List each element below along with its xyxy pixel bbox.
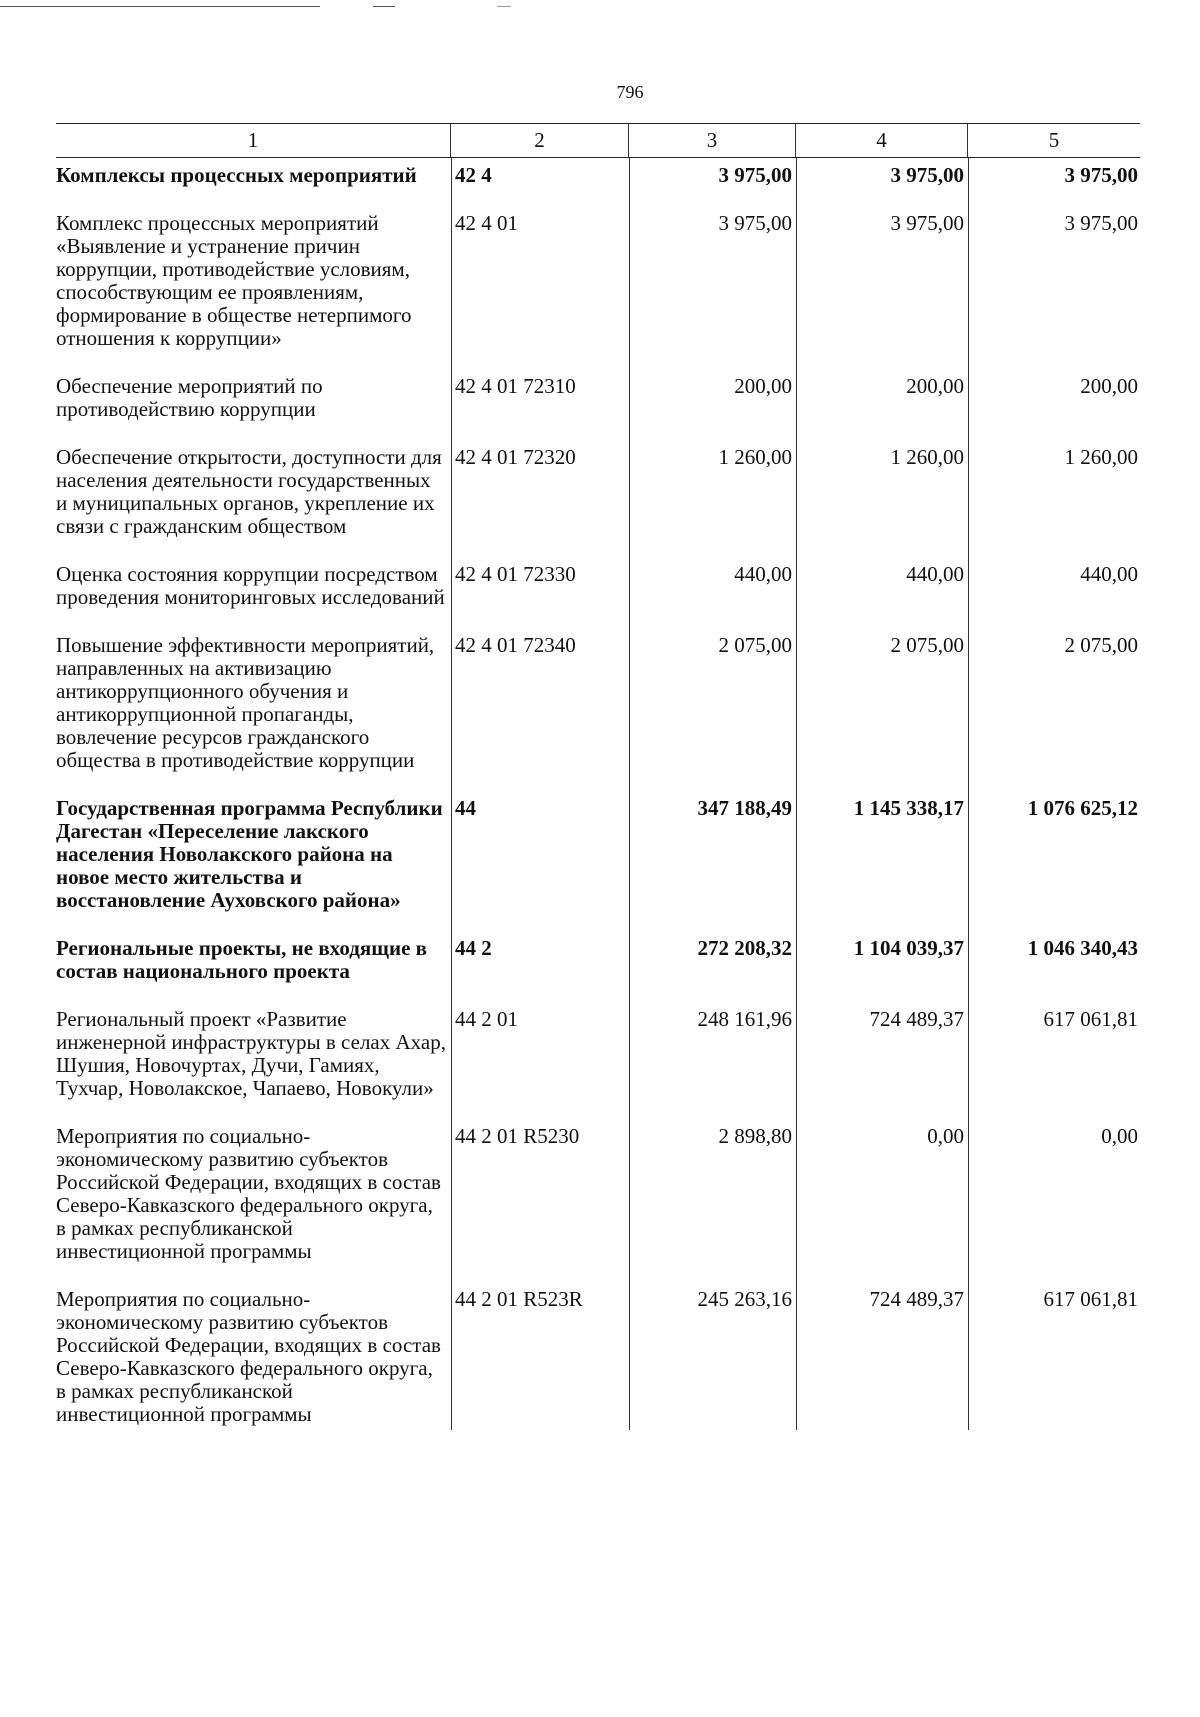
row-code-cell: 42 4 01 (451, 206, 629, 369)
row-code-cell: 44 2 01 R5230 (451, 1119, 629, 1282)
top-rule-left (0, 6, 320, 7)
row-name-cell: Региональный проект «Развитие инженерной инфраструктуры в селах Ахар, Шушия, Новочуртах, Дучи, Гамиях, Тухчар, Новолакское, Чапаево, Новокули» (56, 1007, 446, 1100)
row-name-cell: Мероприятия по социально-экономическому развитию субъектов Российской Федерации, входящих в состав Северо-Кавказского федерального округа, в рамках республиканской инвестиционной программы (56, 1287, 441, 1426)
row-code-cell: 44 2 01 (451, 1002, 629, 1119)
row-value-col4: 200,00 (796, 369, 968, 440)
top-rule-mark-small (497, 6, 511, 7)
row-name-cell: Региональные проекты, не входящие в состав национального проекта (56, 936, 427, 983)
row-code-cell: 42 4 01 72330 (451, 557, 629, 628)
row-name-cell: Обеспечение мероприятий по противодействию коррупции (56, 374, 323, 421)
row-value-col5: 617 061,81 (968, 1282, 1140, 1430)
row-value-col3: 2 075,00 (629, 628, 796, 791)
table-row (56, 369, 1140, 440)
table-row (56, 1119, 1140, 1282)
page-number: 796 (616, 82, 644, 102)
row-value-col5: 1 260,00 (968, 440, 1140, 557)
row-code-cell: 42 4 01 72320 (451, 440, 629, 557)
row-value-col4: 3 975,00 (796, 206, 968, 369)
table-row (56, 440, 1140, 557)
table-row (56, 1002, 1140, 1119)
row-value-col3: 2 898,80 (629, 1119, 796, 1282)
row-value-col3: 200,00 (629, 369, 796, 440)
table-row (56, 158, 1140, 206)
row-name-cell: Повышение эффективности мероприятий, направленных на активизацию антикоррупционного обучения и антикоррупционной пропаганды, вовлечение ресурсов гражданского общества в противодействие коррупции (56, 633, 435, 772)
row-value-col5: 440,00 (968, 557, 1140, 628)
row-value-col5: 200,00 (968, 369, 1140, 440)
header-col-1: 1 (56, 124, 451, 157)
row-name-cell: Оценка состояния коррупции посредством проведения мониторинговых исследований (56, 562, 445, 609)
table-row (56, 557, 1140, 628)
table-row (56, 791, 1140, 931)
budget-table (56, 123, 1140, 1430)
row-value-col4: 1 145 338,17 (796, 791, 968, 931)
row-value-col3: 248 161,96 (629, 1002, 796, 1119)
row-value-col4: 0,00 (796, 1119, 968, 1282)
row-value-col5: 1 046 340,43 (968, 931, 1140, 1002)
row-code-cell: 44 2 (451, 931, 629, 1002)
row-value-col3: 3 975,00 (629, 206, 796, 369)
row-name-cell: Комплексы процессных мероприятий (56, 163, 417, 187)
table-body (56, 158, 1140, 1430)
row-code-cell: 42 4 01 72310 (451, 369, 629, 440)
table-row (56, 1282, 1140, 1430)
row-name-cell: Мероприятия по социально-экономическому развитию субъектов Российской Федерации, входящих в состав Северо-Кавказского федерального округа, в рамках республиканской инвестиционной программы (56, 1124, 441, 1263)
row-value-col5: 1 076 625,12 (968, 791, 1140, 931)
row-value-col4: 2 075,00 (796, 628, 968, 791)
row-value-col5: 3 975,00 (968, 158, 1140, 206)
row-value-col5: 617 061,81 (968, 1002, 1140, 1119)
table-row (56, 628, 1140, 791)
row-name-cell: Комплекс процессных мероприятий «Выявление и устранение причин коррупции, противодействие условиям, способствующим ее проявлениям, формирование в обществе нетерпимого отношения к коррупции» (56, 211, 412, 350)
row-value-col3: 347 188,49 (629, 791, 796, 931)
header-col-4: 4 (796, 124, 968, 157)
table-row (56, 931, 1140, 1002)
row-value-col5: 2 075,00 (968, 628, 1140, 791)
table-row (56, 206, 1140, 369)
row-value-col4: 1 104 039,37 (796, 931, 968, 1002)
row-value-col3: 245 263,16 (629, 1282, 796, 1430)
row-code-cell: 44 (451, 791, 629, 931)
row-code-cell: 44 2 01 R523R (451, 1282, 629, 1430)
header-col-5: 5 (1048, 128, 1060, 152)
row-value-col4: 440,00 (796, 557, 968, 628)
row-value-col4: 1 260,00 (796, 440, 968, 557)
row-value-col3: 272 208,32 (629, 931, 796, 1002)
row-name-cell: Обеспечение открытости, доступности для населения деятельности государственных и муниципальных органов, укрепление их связи с гражданским обществом (56, 445, 442, 538)
row-value-col5: 3 975,00 (968, 206, 1140, 369)
top-rule-mark (373, 6, 395, 7)
header-col-3: 3 (629, 124, 796, 157)
row-value-col4: 3 975,00 (796, 158, 968, 206)
row-value-col3: 1 260,00 (629, 440, 796, 557)
row-code-cell: 42 4 01 72340 (451, 628, 629, 791)
row-value-col4: 724 489,37 (796, 1282, 968, 1430)
row-value-col5: 0,00 (968, 1119, 1140, 1282)
header-col-2: 2 (451, 124, 629, 157)
row-code-cell: 42 4 (451, 158, 629, 206)
row-value-col3: 3 975,00 (629, 158, 796, 206)
row-value-col4: 724 489,37 (796, 1002, 968, 1119)
row-name-cell: Государственная программа Республики Дагестан «Переселение лакского населения Новолакского района на новое место жительства и восстановление Ауховского района» (56, 796, 443, 912)
row-value-col3: 440,00 (629, 557, 796, 628)
table-header (56, 123, 1140, 158)
